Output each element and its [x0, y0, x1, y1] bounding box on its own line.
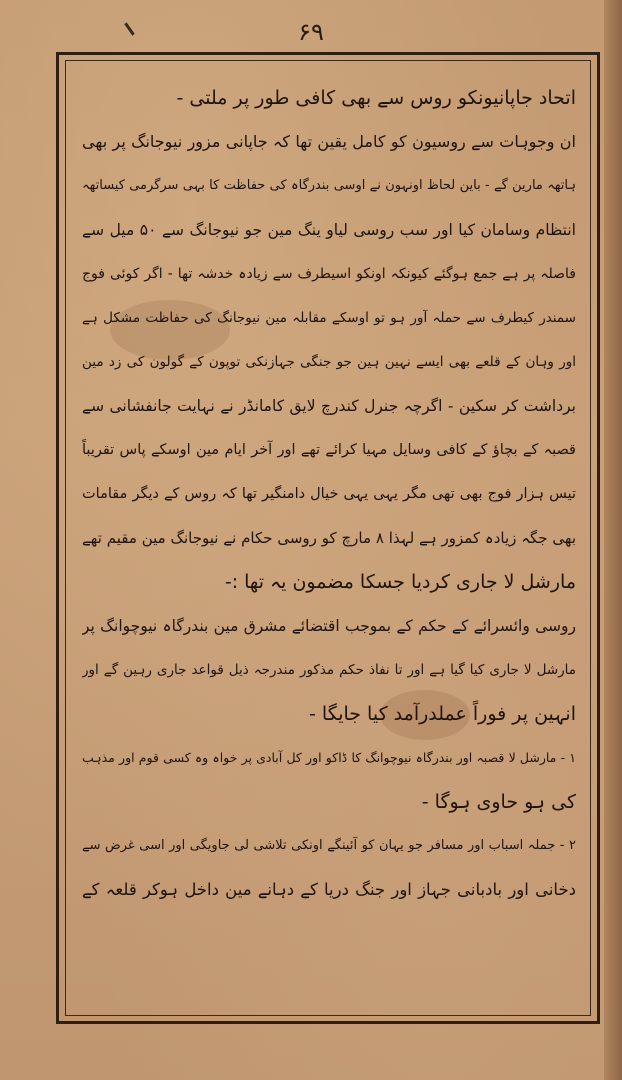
list-item-line: کی ہو حاوی ہوگا -: [421, 791, 576, 813]
page-edge: [604, 0, 622, 1080]
list-item-line: ۲ - جملہ اسباب اور مسافر جو یہان کو آئینگے اونکی تلاشی لی جاویگی اور اسی غرض سے: [82, 838, 576, 853]
list-item-line: ۱ - مارشل لا قصبہ اور بندرگاہ نیوچوانگ کا ڈاکو اور کل آبادی پر خواہ وہ کسی قوم اور مذہب: [82, 750, 576, 765]
text-line: سمندر کیطرف سے حملہ آور ہو تو اوسکے مقابلہ مین نیوجانگ کی حفاظت مشکل ہے: [82, 310, 576, 326]
urdu-text-body: [82, 76, 576, 912]
text-line: تیس ہزار فوج بھی تھی مگر یہی یہی خیال دامنگیر تھا کہ روس کے دیگر مقامات: [82, 486, 576, 502]
text-line: مارشل لا جاری کیا گیا ہے اور تا نفاذ حکم مذکور مندرجہ ذیل قواعد جاری رہین گے اور: [82, 662, 576, 678]
text-line: روسی وائسرائے کے حکم کے بموجب اقتضائے مشرق مین بندرگاہ نیوچوانگ پر: [82, 617, 576, 635]
text-line: اتحاد جاپانیونکو روس سے بھی کافی طور پر ملتی -: [176, 87, 576, 109]
text-line: قصبہ کے بچاؤ کے کافی وسایل مہیا کرائے تھے اور آخر ایام مین اوسکے پاس تقریباً: [82, 442, 576, 458]
text-line: فاصلہ پر ہے جمع ہوگئے کیونکہ اونکو اسیطرف سے زیادہ خدشہ تھا - اگر کوئی فوج: [82, 266, 576, 282]
text-line: برداشت کر سکین - اگرچہ جنرل کندرچ لایق کامانڈر نے نہایت جانفشانی سے: [82, 397, 576, 415]
text-line: انتظام وسامان کیا اور سب روسی لیاو ینگ مین جو نیوجانگ سے ۵۰ میل سے: [82, 221, 576, 239]
text-line: مارشل لا جاری کردیا جسکا مضمون یہ تھا :-: [224, 571, 576, 593]
text-line: انہین پر فوراً عملدرآمد کیا جایگا -: [309, 703, 576, 725]
text-line: اور وہان کے قلعے بھی ایسے نہین ہین جو جنگی جہازنکی توپون کے گولون کی زد مین: [82, 354, 576, 370]
text-line: ان وجوہات سے روسیون کو کامل یقین تھا کہ جاپانی مزور نیوجانگ پر بھی: [82, 132, 576, 151]
page-number: ۶۹: [298, 18, 324, 46]
text-line: ہاتھہ مارین گے - باین لحاظ اونہون نے اوسی بندرگاہ کی حفاظت کا بہی سرگرمی کیساتھہ: [82, 178, 576, 193]
list-item-line: دخانی اور بادبانی جہاز اور جنگ دریا کے دہانے مین داخل ہوکر قلعہ کے: [82, 880, 576, 899]
text-line: بھی جگہ زیادہ کمزور ہے لہذا ۸ مارچ کو روسی حکام نے نیوجانگ مین مقیم تھے: [82, 529, 576, 547]
